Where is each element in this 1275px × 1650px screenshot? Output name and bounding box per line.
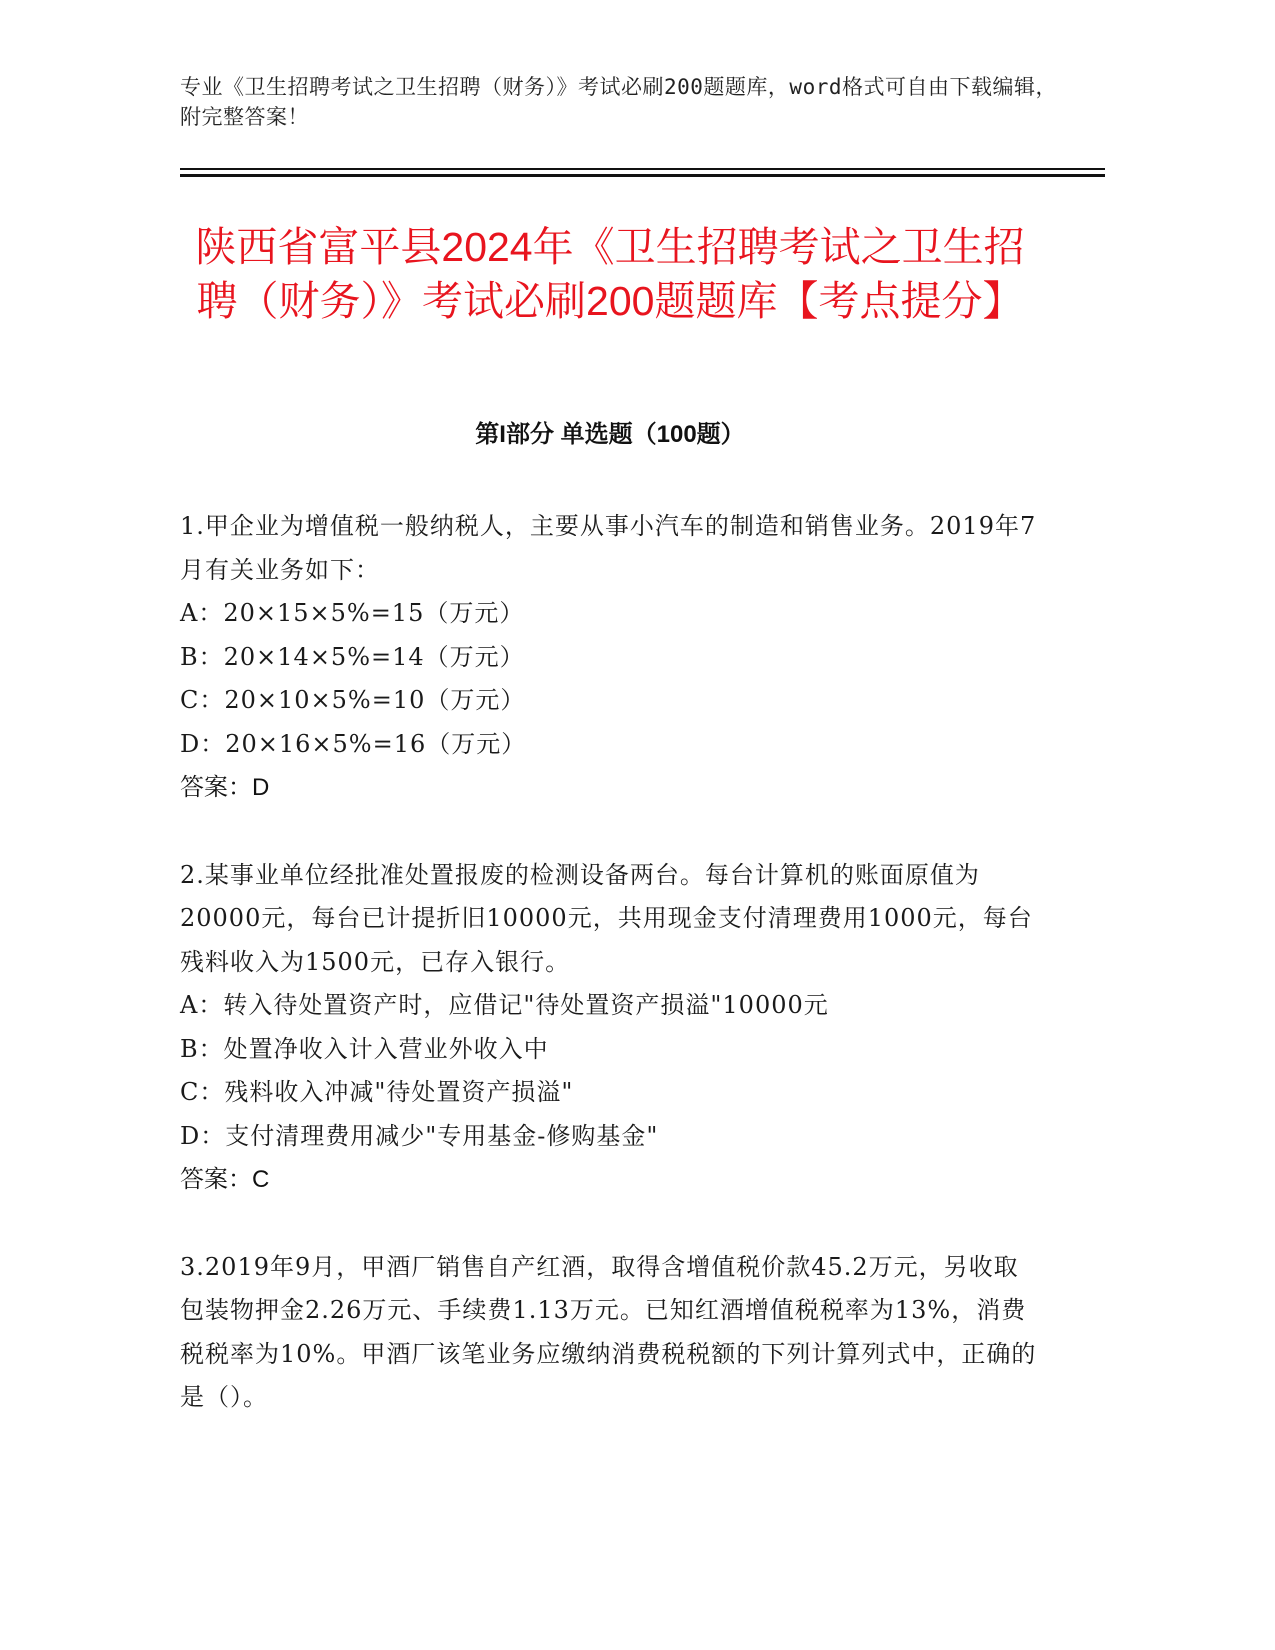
header-divider-thick [180, 174, 1105, 177]
option-d: D：支付清理费用减少"专用基金-修购基金" [180, 1121, 659, 1150]
question-list [180, 505, 1040, 1464]
answer: 答案：D [180, 774, 270, 801]
question-stem: 2.某事业单位经批准处置报废的检测设备两台。每台计算机的账面原值为20000元，每台已计提折旧10000元，共用现金支付清理费用1000元，每台残料收入为1500元，已存入银行。 [180, 860, 1033, 976]
answer: 答案：C [180, 1166, 270, 1193]
option-a: A：转入待处置资产时，应借记"待处置资产损溢"10000元 [180, 991, 829, 1019]
option-a: A：20×15×5%=15（万元） [180, 599, 525, 627]
question-1 [180, 505, 1040, 810]
option-b: B：20×14×5%=14（万元） [180, 642, 525, 671]
document-title: 陕西省富平县2024年《卫生招聘考试之卫生招聘（财务）》考试必刷200题题库【考点提分】 [195, 224, 1025, 324]
option-d: D：20×16×5%=16（万元） [180, 729, 527, 758]
option-c: C：残料收入冲减"待处置资产损溢" [180, 1078, 574, 1106]
section-heading: 第I部分 单选题（100题） [475, 421, 745, 448]
option-b: B：处置净收入计入营业外收入中 [180, 1034, 549, 1063]
question-3 [180, 1246, 1040, 1420]
header-note: 专业《卫生招聘考试之卫生招聘（财务）》考试必刷200题题库，word格式可自由下载编辑，附完整答案！ [180, 75, 1057, 129]
question-stem: 3.2019年9月，甲酒厂销售自产红酒，取得含增值税价款45.2万元，另收取包装物押金2.26万元、手续费1.13万元。已知红酒增值税税率为13%，消费税税率为10%。甲酒厂该笔业务应缴纳消费税税额的下列计算列式中，正确的是（）。 [180, 1252, 1037, 1411]
header-divider-thin [180, 168, 1105, 170]
question-stem: 1.甲企业为增值税一般纳税人，主要从事小汽车的制造和销售业务。2019年7月有关业务如下： [180, 512, 1037, 584]
option-c: C：20×10×5%=10（万元） [180, 686, 526, 714]
question-2 [180, 854, 1040, 1202]
